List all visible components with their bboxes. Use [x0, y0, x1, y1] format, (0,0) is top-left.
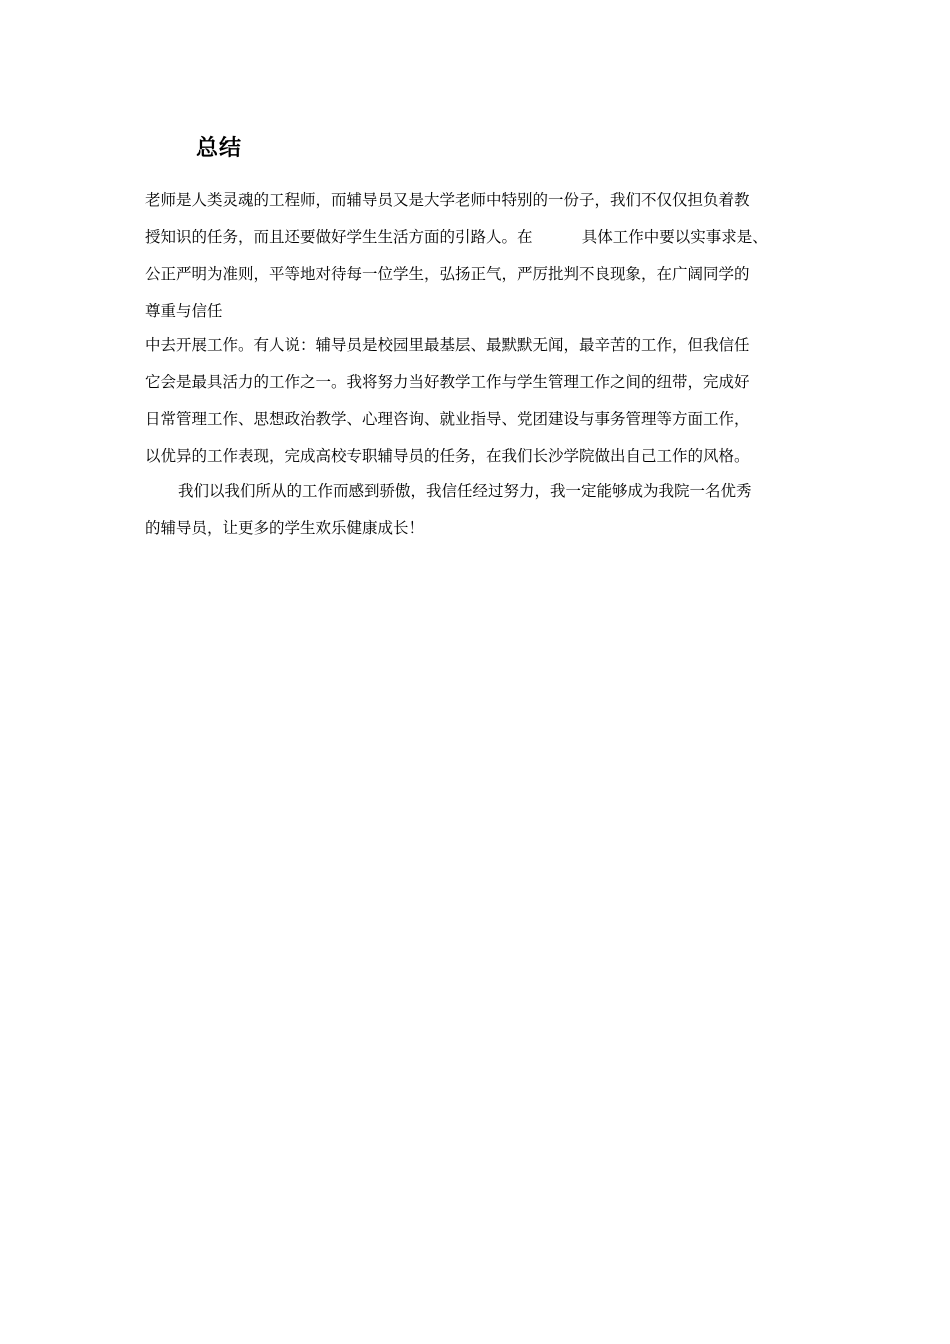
document-title: 总结	[196, 136, 243, 161]
body-line: 中去开展工作。有人说：辅导员是校园里最基层、最默默无闻，最辛苦的工作，但我信任	[145, 336, 750, 354]
body-line: 的辅导员，让更多的学生欢乐健康成长！	[145, 519, 425, 537]
body-line: 我们以我们所从的工作而感到骄傲，我信任经过努力，我一定能够成为我院一名优秀	[178, 482, 752, 500]
body-line: 它会是最具活力的工作之一。我将努力当好教学工作与学生管理工作之间的纽带，完成好	[145, 373, 750, 391]
body-line: 以优异的工作表现，完成高校专职辅导员的任务，在我们长沙学院做出自己工作的风格。	[145, 447, 750, 465]
body-line: 授知识的任务，而且还要做好学生生活方面的引路人。在 具体工作中要以实事求是、	[145, 228, 768, 246]
body-line: 公正严明为准则，平等地对待每一位学生，弘扬正气，严厉批判不良现象，在广阔同学的	[145, 265, 750, 283]
body-line: 老师是人类灵魂的工程师，而辅导员又是大学老师中特别的一份子，我们不仅仅担负着教	[145, 191, 750, 209]
body-line: 日常管理工作、思想政治教学、心理咨询、就业指导、党团建设与事务管理等方面工作，	[145, 410, 750, 428]
body-line: 尊重与信任	[145, 302, 223, 320]
